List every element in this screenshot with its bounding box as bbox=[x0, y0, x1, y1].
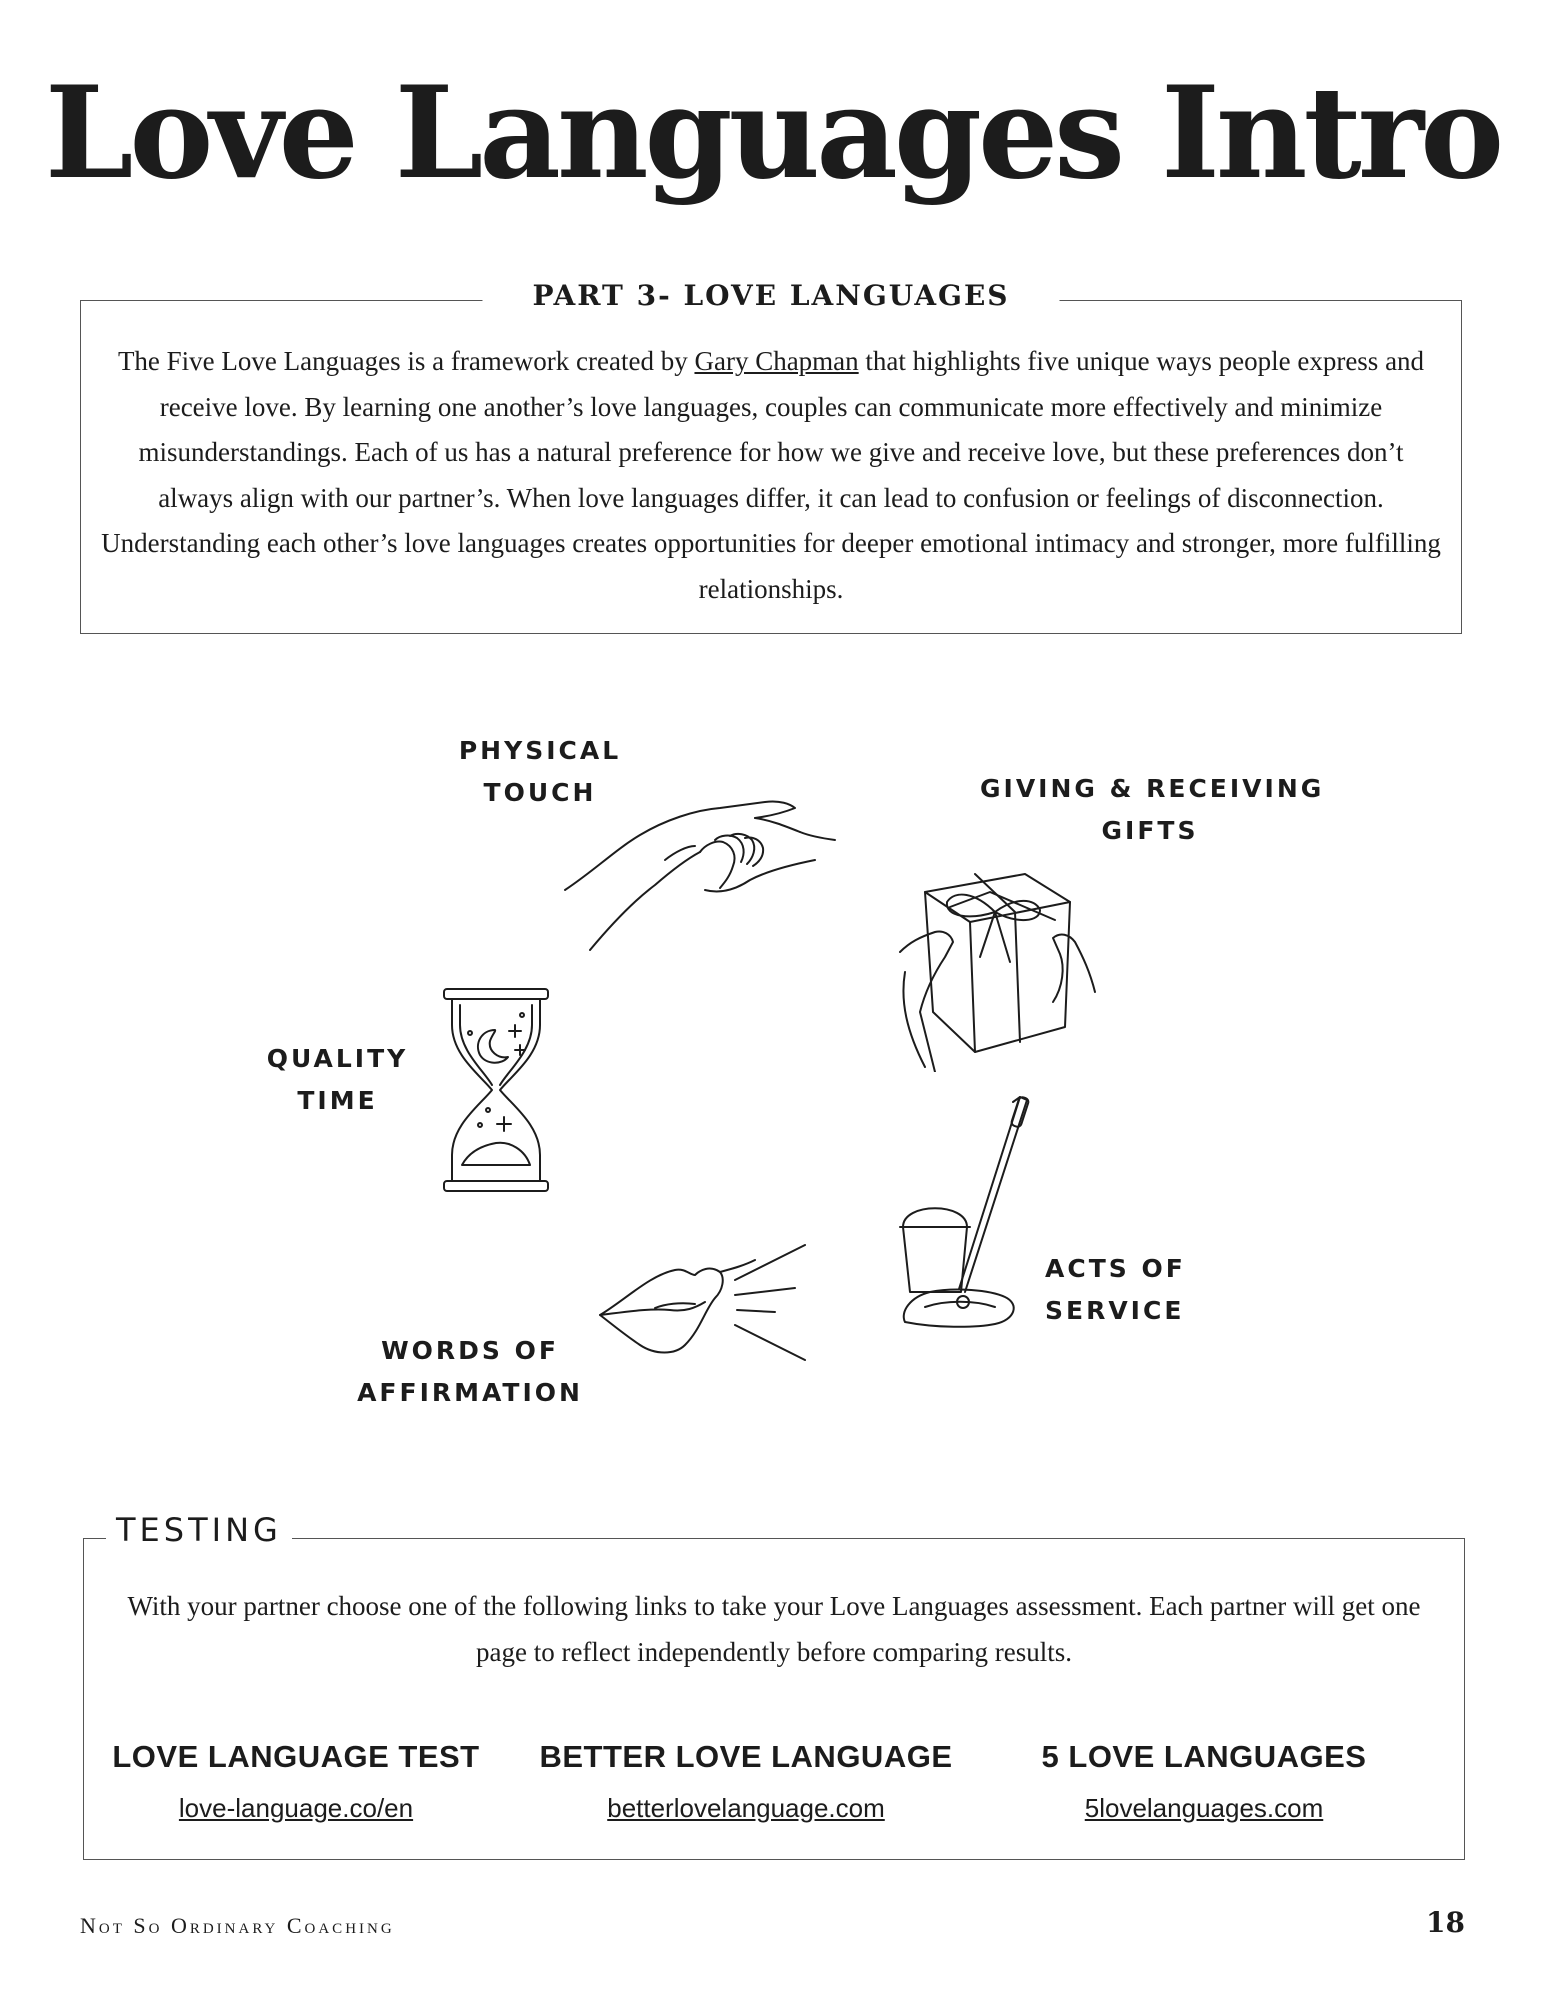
label-giving-receiving-gifts bbox=[980, 768, 1325, 852]
link-url[interactable]: 5lovelanguages.com bbox=[1084, 1793, 1324, 1823]
mop-bucket-icon bbox=[895, 1092, 1045, 1332]
gift-box-icon bbox=[895, 862, 1105, 1072]
label-line: GIVING & RECEIVING bbox=[980, 774, 1325, 803]
intro-text-start: The Five Love Languages is a framework created by bbox=[117, 346, 695, 376]
label-line: TOUCH bbox=[483, 778, 597, 807]
label-quality-time bbox=[255, 1038, 420, 1122]
testing-paragraph: With your partner choose one of the following links to take your Love Languages assessment. Each partner will get one page to reflect independently before comparing results. bbox=[127, 1591, 1421, 1667]
label-line: ACTS OF bbox=[1045, 1254, 1186, 1283]
link-url[interactable]: betterlovelanguage.com bbox=[607, 1793, 885, 1823]
intro-paragraph bbox=[101, 339, 1441, 612]
label-line: PHYSICAL bbox=[458, 736, 622, 765]
page-number: 18 bbox=[1426, 1906, 1465, 1939]
link-5-love-languages bbox=[984, 1739, 1424, 1824]
gary-chapman-link[interactable]: Gary Chapman bbox=[694, 346, 859, 376]
intro-text-end: that highlights five unique ways people express and receive love. By learning one another’s love languages, couples can communicate more effectively and minimize misunderstandings. Each of us has a natural preference for how we give and receive love, but these preferences don’t always align with our partner’s. When love languages differ, it can lead to confusion or feelings of disconnection. Understanding each other’s love languages creates opportunities for deeper emotional intimacy and stronger, more fulfilling relationships. bbox=[101, 346, 1441, 604]
lips-speaking-icon bbox=[595, 1220, 810, 1370]
label-acts-of-service bbox=[1045, 1248, 1186, 1332]
section-heading: PART 3- LOVE LANGUAGES bbox=[482, 279, 1059, 312]
link-title: 5 LOVE LANGUAGES bbox=[1041, 1739, 1367, 1774]
label-words-of-affirmation bbox=[355, 1330, 585, 1414]
link-love-language-test bbox=[76, 1739, 516, 1824]
page-title: Love Languages Intro bbox=[44, 59, 1501, 207]
label-line: TIME bbox=[297, 1086, 378, 1115]
link-url[interactable]: love-language.co/en bbox=[178, 1793, 414, 1823]
link-title: BETTER LOVE LANGUAGE bbox=[539, 1739, 953, 1774]
hourglass-icon bbox=[440, 985, 552, 1195]
label-line: QUALITY bbox=[266, 1044, 409, 1073]
testing-section bbox=[83, 1511, 1465, 1860]
label-line: SERVICE bbox=[1045, 1296, 1185, 1325]
label-line: WORDS OF bbox=[381, 1336, 559, 1365]
link-better-love-language bbox=[526, 1739, 966, 1824]
label-line: GIFTS bbox=[1101, 816, 1199, 845]
intro-section bbox=[80, 279, 1462, 634]
footer-brand: Not So Ordinary Coaching bbox=[80, 1913, 395, 1938]
holding-hands-icon bbox=[555, 790, 855, 960]
label-line: AFFIRMATION bbox=[357, 1378, 583, 1407]
link-title: LOVE LANGUAGE TEST bbox=[112, 1739, 480, 1774]
testing-heading: TESTING bbox=[106, 1511, 292, 1549]
